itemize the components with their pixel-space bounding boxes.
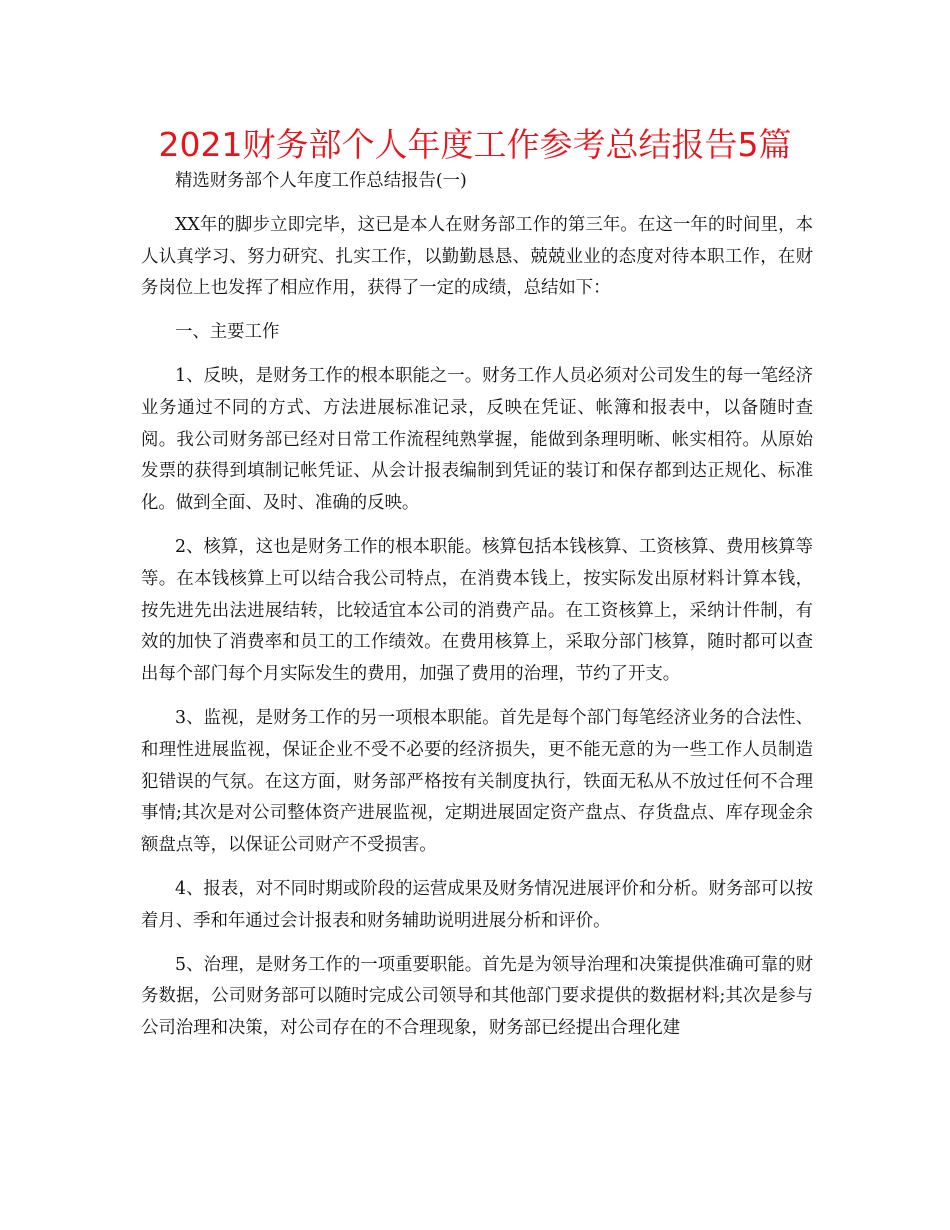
section-heading-main-work: 一、主要工作 — [175, 322, 280, 343]
document-body — [141, 166, 813, 1045]
paragraph-item-2: 2、核算，这也是财务工作的根本职能。核算包括本钱核算、工资核算、费用核算等等。在本钱核算上可以结合我公司特点，在消费本钱上，按实际发出原材料计算本钱，按先进先出法进展结转，比较适宜本公司的消费产品。在工资核算上，采纳计件制，有效的加快了消费率和员工的工作绩效。在费用核算上，采取分部门核算，随时都可以查出每个部门每个月实际发生的费用，加强了费用的治理，节约了开支。 — [141, 536, 813, 685]
document-title: 2021财务部个人年度工作参考总结报告5篇 — [158, 125, 792, 164]
paragraph-intro: XX年的脚步立即完毕，这已是本人在财务部工作的第三年。在这一年的时间里，本人认真学习、努力研究、扎实工作，以勤勤恳恳、兢兢业业的态度对待本职工作，在财务岗位上也发挥了相应作用，获得了一定的成绩，总结如下： — [141, 214, 813, 299]
report-subtitle: 精选财务部个人年度工作总结报告(一) — [175, 171, 467, 191]
paragraph-item-4: 4、报表，对不同时期或阶段的运营成果及财务情况进展评价和分析。财务部可以按着月、季和年通过会计报表和财务辅助说明进展分析和评价。 — [141, 878, 813, 931]
paragraph-item-5: 5、治理，是财务工作的一项重要职能。首先是为领导治理和决策提供准确可靠的财务数据，公司财务部可以随时完成公司领导和其他部门要求提供的数据材料;其次是参与公司治理和决策，对公司存在的不合理现象，财务部已经提出合理化建 — [141, 954, 813, 1039]
paragraph-item-3: 3、监视，是财务工作的另一项根本职能。首先是每个部门每笔经济业务的合法性、和理性进展监视，保证企业不受不必要的经济损失，更不能无意的为一些工作人员制造犯错误的气氛。在这方面，财务部严格按有关制度执行，铁面无私从不放过任何不合理事情;其次是对公司整体资产进展监视，定期进展固定资产盘点、存货盘点、库存现金余额盘点等，以保证公司财产不受损害。 — [141, 707, 813, 856]
paragraph-item-1: 1、反映，是财务工作的根本职能之一。财务工作人员必须对公司发生的每一笔经济业务通过不同的方式、方法进展标准记录，反映在凭证、帐簿和报表中，以备随时查阅。我公司财务部已经对日常工作流程纯熟掌握，能做到条理明晰、帐实相符。从原始发票的获得到填制记帐凭证、从会计报表编制到凭证的装订和保存都到达正规化、标准化。做到全面、及时、准确的反映。 — [141, 365, 813, 514]
